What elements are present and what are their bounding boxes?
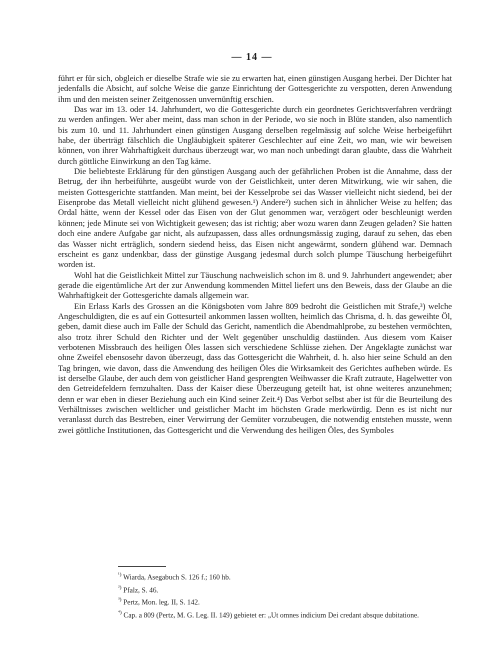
page-number: — 14 — bbox=[231, 52, 273, 63]
footnotes bbox=[118, 570, 458, 621]
paragraph: Das war im 13. oder 14. Jahrhundert, wo die Gottesgerichte durch ein geordnetes Gerichtsverfahren verdrängt zu werden anfingen. Wer aber meint, dass man schon in der Periode, wo sie noch in Blüte standen, also namentlich bis zum 10. und 11. Jahrhundert einen günstigen Ausgang derselben regelmässig auf solche Weise herbeigeführt habe, der überträgt fälschlich die Ungläubigkeit späterer Geschlechter auf eine Zeit, wo man, wie wir beweisen können, von ihrer Wahrhaftigkeit durchaus überzeugt war, wo man noch unbedingt daran glaubte, dass die Wahrheit durch göttliche Einwirkung an den Tag käme. bbox=[58, 105, 452, 166]
footnote-mark: ⁴) bbox=[118, 610, 122, 617]
footnote bbox=[118, 583, 458, 596]
footnote-text: Cap. a 809 (Pertz, M. G. Leg. II. 149) gebietet er: „Ut omnes indicium Dei credant absque dubitatione. bbox=[123, 611, 419, 620]
paragraph: Wohl hat die Geistlichkeit Mittel zur Täuschung nachweislich schon im 8. und 9. Jahrhundert angewendet; aber gerade die eigentümliche Art der zur Anwendung kommenden Mittel liefert uns den Beweis, dass der Glaube an die Wahrhaftigkeit der Gottesgerichte damals allgemein war. bbox=[58, 270, 452, 301]
footnote-mark: ¹) bbox=[118, 572, 122, 578]
footnote bbox=[118, 595, 458, 608]
footnote-text: Pfalz, S. 46. bbox=[123, 586, 159, 595]
paragraph: Ein Erlass Karls des Grossen an die Königsboten vom Jahre 809 bedroht die Geistlichen mit Strafe,³) welche Angeschuldigten, die es auf ein Gottesurteil ankommen lassen wollten, heimlich das Chrisma, d. h. das geweihte Öl, geben, damit diese auch im Falle der Schuld das Gericht, namentlich die Abendmahlprobe, zu bestehen vermöchten, also trotz ihrer Schuld den Richter und der Welt gegenüber unschuldig dastünden. Aus diesem vom Kaiser verbotenen Missbrauch des heiligen Öles lassen sich verschiedene Schlüsse ziehen. Der Angeklagte zunächst war ohne Zweifel ebensosehr davon überzeugt, dass das Gottesgericht die Wahrheit, d. h. also hier seine Schuld an den Tag bringen, wie davon, dass die Anwendung des heiligen Öles die Wirksamkeit des Gerichtes aufheben würde. Es ist derselbe Glaube, der auch dem von geistlicher Hand gesprengten Weihwasser die Kraft zutraute, Hagelwetter von den Getreidefeldern fernzuhalten. Dass der Kaiser diese Überzeugung geteilt hat, ist ohne weiteres anzunehmen; denn er war eben in dieser Beziehung auch ein Kind seiner Zeit.⁴) Das Verbot selbst aber ist für die Beurteilung des Verhältnisses zwischen weltlicher und geistlicher Macht im höchsten Grade merkwürdig. Denn es ist nicht nur veranlasst durch das Bestreben, einer Verwirrung der Gemüter vorzubeugen, die notwendig entstehen musste, wenn zwei göttliche Institutionen, das Gottesgericht und die Verwendung des heiligen Öles, des Symboles bbox=[58, 301, 452, 435]
paragraph: Die beliebteste Erklärung für den günstigen Ausgang auch der gefährlichen Proben ist die Annahme, dass der Betrug, der ihn herbeiführte, ausgeübt wurde von der Geistlichkeit, unter deren Mitwirkung, wie wir sahen, die meisten Gottesgerichte stattfanden. Man meint, bei der Kesselprobe sei das Wasser vielleicht nicht siedend, bei der Eisenprobe das Metall vielleicht nicht glühend gewesen.¹) Andere²) suchen sich in ähnlicher Weise zu helfen; das Ordal hätte, wenn der Kessel oder das Eisen von der Glut genommen war, verzögert oder beschleunigt werden können; jede Minute sei von Wichtigkeit gewesen; das ist richtig; aber wozu waren dann Zeugen geladen? Sie hatten doch eine andere Aufgabe gar nicht, als aufzupassen, dass alles ordnungsmässig zuging, darauf zu sehen, das eben das Wasser nicht erträglich, sondern siedend heiss, das Eisen nicht angewärmt, sondern glühend war. Demnach erscheint es ganz undenkbar, dass der günstige Ausgang jedesmal durch solch plumpe Täuschung herbeigeführt worden ist. bbox=[58, 167, 452, 270]
footnote bbox=[118, 608, 458, 621]
footnote-text: Wiarda, Asegabuch S. 126 f.; 160 hb. bbox=[123, 573, 231, 582]
footnote-mark: ²) bbox=[118, 584, 122, 591]
body-text bbox=[58, 74, 452, 436]
footnote-divider bbox=[118, 566, 166, 567]
footnote-text: Pertz, Mon. leg. II, S. 142. bbox=[123, 598, 200, 607]
paragraph: führt er für sich, obgleich er dieselbe Strafe wie sie zu erwarten hat, einen günstigen Ausgang herbei. Der Dichter hat jedenfalls die Absicht, auf solche Weise die ganze Einrichtung der Gottesgerichte zu verspotten, deren Anwendung ihm und den meisten seiner Zeitgenossen unvernünftig erschien. bbox=[58, 74, 452, 104]
footnote-mark: ³) bbox=[118, 597, 122, 604]
footnote bbox=[118, 570, 458, 583]
